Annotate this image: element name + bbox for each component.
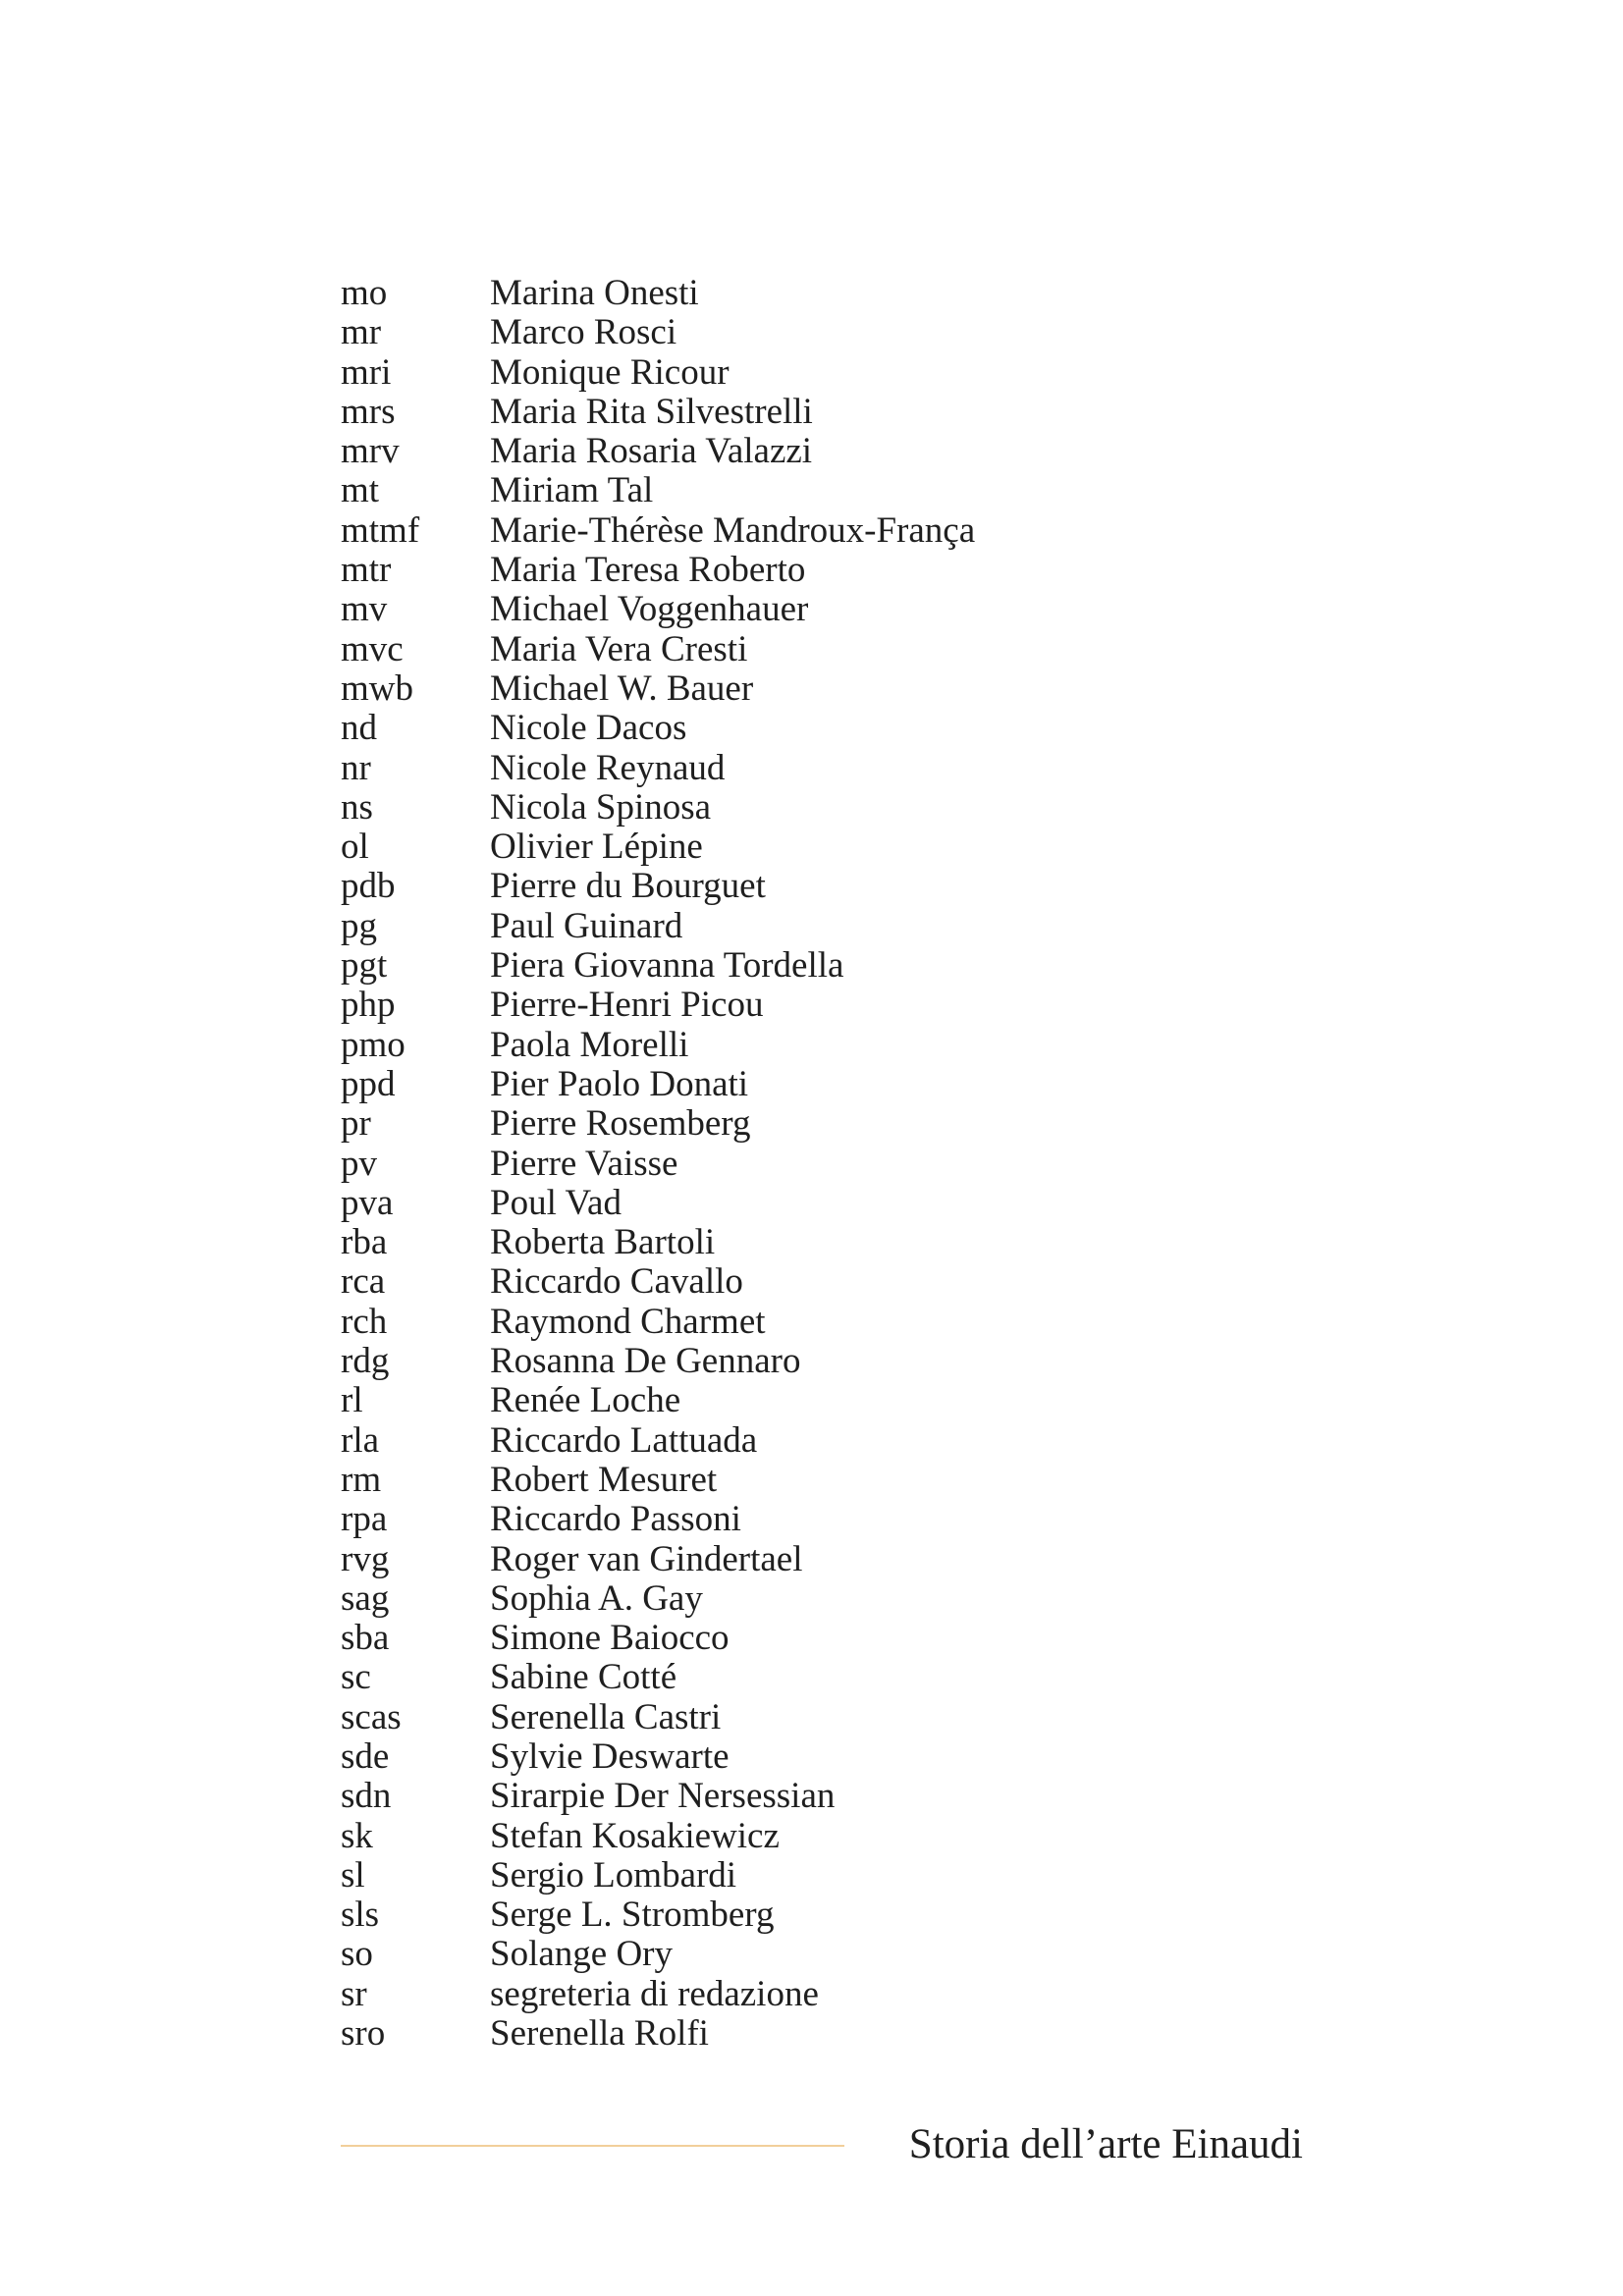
contributor-name: Maria Rosaria Valazzi bbox=[490, 431, 813, 472]
contributor-name: Sophia A. Gay bbox=[490, 1577, 703, 1619]
abbreviation-code: rba bbox=[341, 1222, 388, 1263]
list-item bbox=[341, 669, 1224, 709]
list-item bbox=[341, 1461, 1224, 1500]
list-item bbox=[341, 1579, 1224, 1619]
contributor-name: Maria Teresa Roberto bbox=[490, 550, 806, 591]
list-item bbox=[341, 1817, 1224, 1856]
list-item bbox=[341, 511, 1224, 551]
contributor-name: Serenella Castri bbox=[490, 1696, 722, 1737]
abbreviation-code: sc bbox=[341, 1657, 371, 1698]
list-item bbox=[341, 749, 1224, 788]
list-item bbox=[341, 1342, 1224, 1381]
abbreviation-code: rch bbox=[341, 1301, 388, 1342]
list-item bbox=[341, 709, 1224, 748]
list-item bbox=[341, 313, 1224, 352]
contributor-name: Renée Loche bbox=[490, 1380, 681, 1421]
abbreviation-code: pgt bbox=[341, 945, 388, 987]
contributor-name: Serenella Rolfi bbox=[490, 2013, 709, 2055]
abbreviation-code: sro bbox=[341, 2013, 386, 2055]
list-item bbox=[341, 1619, 1224, 1658]
list-item bbox=[341, 1421, 1224, 1461]
contributor-name: Marie-Thérèse Mandroux-França bbox=[490, 509, 976, 551]
contributor-name: Maria Rita Silvestrelli bbox=[490, 391, 813, 432]
contributor-name: Sirarpie Der Nersessian bbox=[490, 1776, 836, 1817]
contributor-name: Pierre Rosemberg bbox=[490, 1103, 751, 1145]
abbreviation-code: php bbox=[341, 985, 396, 1026]
abbreviation-code: mt bbox=[341, 470, 380, 511]
abbreviation-code: mtr bbox=[341, 550, 392, 591]
contributor-abbreviation-list bbox=[341, 274, 1224, 2054]
list-item bbox=[341, 907, 1224, 946]
abbreviation-code: sde bbox=[341, 1735, 390, 1777]
abbreviation-code: rm bbox=[341, 1459, 382, 1500]
abbreviation-code: mo bbox=[341, 273, 388, 313]
contributor-name: segreteria di redazione bbox=[490, 1973, 819, 2014]
abbreviation-code: pg bbox=[341, 905, 377, 946]
list-item bbox=[341, 590, 1224, 629]
abbreviation-code: mvc bbox=[341, 628, 404, 669]
abbreviation-code: mri bbox=[341, 351, 392, 393]
abbreviation-code: sk bbox=[341, 1815, 373, 1856]
list-item bbox=[341, 946, 1224, 986]
contributor-name: Olivier Lépine bbox=[490, 827, 703, 868]
contributor-name: Piera Giovanna Tordella bbox=[490, 945, 844, 987]
list-item bbox=[341, 1737, 1224, 1777]
abbreviation-code: sls bbox=[341, 1895, 380, 1936]
contributor-name: Nicole Dacos bbox=[490, 708, 687, 749]
list-item bbox=[341, 828, 1224, 867]
list-item bbox=[341, 1777, 1224, 1816]
abbreviation-code: mwb bbox=[341, 667, 413, 709]
list-item bbox=[341, 1856, 1224, 1896]
list-item bbox=[341, 1026, 1224, 1065]
abbreviation-code: rca bbox=[341, 1261, 386, 1303]
contributor-name: Simone Baiocco bbox=[490, 1618, 730, 1659]
list-item bbox=[341, 274, 1224, 313]
list-item bbox=[341, 867, 1224, 906]
contributor-name: Michael W. Bauer bbox=[490, 667, 754, 709]
list-item bbox=[341, 353, 1224, 393]
contributor-name: Robert Mesuret bbox=[490, 1459, 718, 1500]
abbreviation-code: rdg bbox=[341, 1341, 390, 1382]
contributor-name: Monique Ricour bbox=[490, 351, 730, 393]
contributor-name: Paola Morelli bbox=[490, 1024, 689, 1065]
list-item bbox=[341, 1184, 1224, 1223]
list-item bbox=[341, 1658, 1224, 1697]
abbreviation-code: sl bbox=[341, 1854, 365, 1896]
list-item bbox=[341, 1896, 1224, 1935]
abbreviation-code: mv bbox=[341, 589, 388, 630]
list-item bbox=[341, 986, 1224, 1025]
contributor-name: Sylvie Deswarte bbox=[490, 1735, 730, 1777]
contributor-name: Nicole Reynaud bbox=[490, 747, 726, 788]
list-item bbox=[341, 551, 1224, 590]
list-item bbox=[341, 432, 1224, 471]
contributor-name: Roberta Bartoli bbox=[490, 1222, 716, 1263]
list-item bbox=[341, 2014, 1224, 2054]
contributor-name: Solange Ory bbox=[490, 1934, 673, 1975]
list-item bbox=[341, 1381, 1224, 1420]
contributor-name: Riccardo Passoni bbox=[490, 1499, 741, 1540]
contributor-name: Pierre du Bourguet bbox=[490, 866, 766, 907]
contributor-name: Sabine Cotté bbox=[490, 1657, 677, 1698]
abbreviation-code: mr bbox=[341, 312, 382, 353]
list-item bbox=[341, 1104, 1224, 1144]
footer-rule bbox=[341, 2145, 844, 2147]
contributor-name: Roger van Gindertael bbox=[490, 1538, 803, 1579]
contributor-name: Serge L. Stromberg bbox=[490, 1895, 775, 1936]
contributor-name: Sergio Lombardi bbox=[490, 1854, 737, 1896]
footer-title: Storia dell’arte Einaudi bbox=[908, 2121, 1303, 2167]
list-item bbox=[341, 1698, 1224, 1737]
contributor-name: Maria Vera Cresti bbox=[490, 628, 748, 669]
list-item bbox=[341, 1935, 1224, 1974]
list-item bbox=[341, 1065, 1224, 1104]
abbreviation-code: ol bbox=[341, 827, 369, 868]
abbreviation-code: nr bbox=[341, 747, 371, 788]
contributor-name: Paul Guinard bbox=[490, 905, 683, 946]
abbreviation-code: pmo bbox=[341, 1024, 406, 1065]
list-item bbox=[341, 1262, 1224, 1302]
contributor-name: Poul Vad bbox=[490, 1182, 622, 1223]
contributor-name: Riccardo Cavallo bbox=[490, 1261, 743, 1303]
list-item bbox=[341, 788, 1224, 828]
contributor-name: Pierre Vaisse bbox=[490, 1143, 678, 1184]
list-item bbox=[341, 1975, 1224, 2014]
abbreviation-code: mtmf bbox=[341, 509, 420, 551]
abbreviation-code: rvg bbox=[341, 1538, 390, 1579]
abbreviation-code: sba bbox=[341, 1618, 390, 1659]
abbreviation-code: rpa bbox=[341, 1499, 388, 1540]
list-item bbox=[341, 1500, 1224, 1539]
abbreviation-code: sag bbox=[341, 1577, 390, 1619]
list-item bbox=[341, 630, 1224, 669]
abbreviation-code: pr bbox=[341, 1103, 371, 1145]
abbreviation-code: ns bbox=[341, 786, 373, 828]
list-item bbox=[341, 471, 1224, 510]
abbreviation-code: sr bbox=[341, 1973, 367, 2014]
abbreviation-code: mrv bbox=[341, 431, 400, 472]
contributor-name: Michael Voggenhauer bbox=[490, 589, 809, 630]
contributor-name: Marina Onesti bbox=[490, 273, 699, 313]
abbreviation-code: rl bbox=[341, 1380, 363, 1421]
contributor-name: Miriam Tal bbox=[490, 470, 654, 511]
contributor-name: Marco Rosci bbox=[490, 312, 677, 353]
abbreviation-code: sdn bbox=[341, 1776, 392, 1817]
abbreviation-code: pv bbox=[341, 1143, 377, 1184]
page-footer bbox=[341, 2110, 1303, 2179]
contributor-name: Pier Paolo Donati bbox=[490, 1063, 749, 1104]
abbreviation-code: pdb bbox=[341, 866, 396, 907]
abbreviation-code: mrs bbox=[341, 391, 396, 432]
contributor-name: Stefan Kosakiewicz bbox=[490, 1815, 780, 1856]
contributor-name: Pierre-Henri Picou bbox=[490, 985, 764, 1026]
list-item bbox=[341, 1223, 1224, 1262]
abbreviation-code: scas bbox=[341, 1696, 402, 1737]
abbreviation-code: pva bbox=[341, 1182, 394, 1223]
list-item bbox=[341, 393, 1224, 432]
list-item bbox=[341, 1303, 1224, 1342]
contributor-name: Raymond Charmet bbox=[490, 1301, 766, 1342]
list-item bbox=[341, 1540, 1224, 1579]
abbreviation-code: nd bbox=[341, 708, 377, 749]
contributor-name: Riccardo Lattuada bbox=[490, 1419, 758, 1461]
contributor-name: Rosanna De Gennaro bbox=[490, 1341, 801, 1382]
abbreviation-code: rla bbox=[341, 1419, 380, 1461]
contributor-name: Nicola Spinosa bbox=[490, 786, 712, 828]
abbreviation-code: so bbox=[341, 1934, 373, 1975]
list-item bbox=[341, 1145, 1224, 1184]
abbreviation-code: ppd bbox=[341, 1063, 396, 1104]
